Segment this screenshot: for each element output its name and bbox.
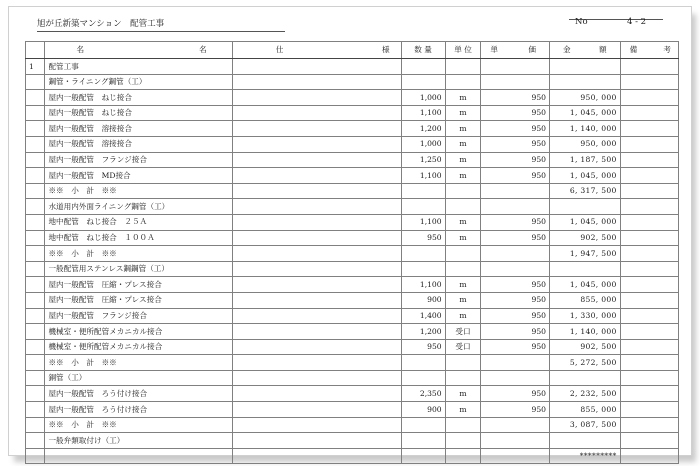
header-name	[45, 42, 232, 59]
row-spec-cell	[232, 199, 401, 215]
row-name-cell: ※※ 小 計 ※※	[45, 417, 232, 433]
estimate-table	[25, 41, 679, 464]
row-price-cell	[481, 355, 550, 371]
header-spec-right: 様	[382, 45, 390, 55]
row-spec-cell	[232, 59, 401, 75]
row-name-cell: 屋内一般配管 MD接合	[45, 168, 232, 184]
row-price-cell: 950	[481, 324, 550, 340]
project-title: 旭が丘新築マンション 配管工事	[37, 17, 285, 32]
row-unit-cell: m	[445, 105, 481, 121]
row-spec-cell	[232, 292, 401, 308]
table-row	[26, 168, 679, 184]
header-spec-left: 仕	[275, 45, 284, 55]
table-row	[26, 199, 679, 215]
row-no-cell	[26, 183, 45, 199]
row-qty-cell: 1,400	[401, 308, 445, 324]
row-qty-cell	[401, 370, 445, 386]
row-amount-cell: 902, 500	[549, 339, 620, 355]
row-unit-cell	[445, 433, 481, 449]
page-number: 4 - 2	[627, 17, 647, 27]
row-unit-cell: m	[445, 136, 481, 152]
row-no-cell	[26, 214, 45, 230]
header-spec	[232, 42, 401, 59]
row-note-cell	[620, 246, 678, 262]
row-spec-cell	[232, 402, 401, 418]
header-amount-left: 金	[562, 45, 571, 55]
row-qty-cell	[401, 417, 445, 433]
row-unit-cell: m	[445, 230, 481, 246]
row-amount-cell: 950, 000	[549, 90, 620, 106]
table-row	[26, 230, 679, 246]
row-amount-cell: 1, 045, 000	[549, 277, 620, 293]
table-row	[26, 308, 679, 324]
row-price-cell: 950	[481, 152, 550, 168]
row-name-cell: 屋内一般配管 フランジ接合	[45, 152, 232, 168]
row-amount-cell: 3, 087, 500	[549, 417, 620, 433]
table-row	[26, 183, 679, 199]
row-note-cell	[620, 292, 678, 308]
row-spec-cell	[232, 136, 401, 152]
row-qty-cell	[401, 199, 445, 215]
row-name-cell: 屋内一般配管 ねじ接合	[45, 105, 232, 121]
header-price	[481, 42, 550, 59]
row-qty-cell: 1,100	[401, 105, 445, 121]
row-name-cell: 屋内一般配管 圧縮・プレス接合	[45, 292, 232, 308]
row-note-cell	[620, 261, 678, 277]
row-spec-cell	[232, 230, 401, 246]
row-no-cell	[26, 355, 45, 371]
row-unit-cell: m	[445, 90, 481, 106]
row-price-cell	[481, 370, 550, 386]
row-unit-cell	[445, 355, 481, 371]
header-name-right: 名	[199, 45, 207, 55]
row-name-cell: 鋼管・ライニング鋼管（工）	[45, 74, 232, 90]
header-note-right: 考	[663, 45, 671, 55]
row-price-cell	[481, 199, 550, 215]
row-amount-cell	[549, 199, 620, 215]
table-row	[26, 246, 679, 262]
row-note-cell	[620, 183, 678, 199]
row-price-cell: 950	[481, 402, 550, 418]
row-no-cell: 1	[26, 59, 45, 75]
row-no-cell	[26, 448, 45, 464]
row-no-cell	[26, 246, 45, 262]
row-name-cell: 屋内一般配管 溶接接合	[45, 121, 232, 137]
row-price-cell	[481, 417, 550, 433]
row-spec-cell	[232, 183, 401, 199]
row-unit-cell: m	[445, 214, 481, 230]
table-row	[26, 136, 679, 152]
estimate-sheet	[8, 6, 692, 461]
header-no	[26, 42, 45, 59]
table-row	[26, 433, 679, 449]
row-price-cell: 950	[481, 136, 550, 152]
row-amount-cell	[549, 74, 620, 90]
table-row	[26, 261, 679, 277]
row-amount-cell: 5, 272, 500	[549, 355, 620, 371]
table-row	[26, 90, 679, 106]
row-unit-cell	[445, 59, 481, 75]
row-spec-cell	[232, 386, 401, 402]
row-price-cell	[481, 246, 550, 262]
row-qty-cell	[401, 261, 445, 277]
row-amount-cell: 6, 317, 500	[549, 183, 620, 199]
row-name-cell	[45, 448, 232, 464]
row-note-cell	[620, 339, 678, 355]
row-qty-cell	[401, 59, 445, 75]
row-note-cell	[620, 417, 678, 433]
header-price-left: 単	[490, 45, 499, 55]
row-name-cell: 地中配管 ねじ接合 ２５Ａ	[45, 214, 232, 230]
row-amount-cell: 902, 500	[549, 230, 620, 246]
row-price-cell: 950	[481, 168, 550, 184]
row-note-cell	[620, 402, 678, 418]
row-qty-cell: 950	[401, 230, 445, 246]
row-amount-cell	[549, 433, 620, 449]
row-note-cell	[620, 59, 678, 75]
row-no-cell	[26, 308, 45, 324]
row-no-cell	[26, 417, 45, 433]
row-amount-cell: 2, 232, 500	[549, 386, 620, 402]
row-amount-cell: 1, 947, 500	[549, 246, 620, 262]
row-price-cell	[481, 59, 550, 75]
row-name-cell: 屋内一般配管 圧縮・プレス接合	[45, 277, 232, 293]
row-unit-cell: m	[445, 277, 481, 293]
row-qty-cell: 1,000	[401, 90, 445, 106]
row-unit-cell	[445, 261, 481, 277]
row-no-cell	[26, 402, 45, 418]
row-price-cell: 950	[481, 308, 550, 324]
row-no-cell	[26, 324, 45, 340]
row-spec-cell	[232, 90, 401, 106]
row-unit-cell: 受口	[445, 324, 481, 340]
row-amount-cell	[549, 59, 620, 75]
row-note-cell	[620, 355, 678, 371]
row-name-cell: 水道用内外面ライニング鋼管（工）	[45, 199, 232, 215]
table-row	[26, 324, 679, 340]
row-qty-cell: 1,100	[401, 277, 445, 293]
row-amount-cell: 1, 045, 000	[549, 105, 620, 121]
row-no-cell	[26, 261, 45, 277]
row-spec-cell	[232, 277, 401, 293]
row-qty-cell: 1,200	[401, 324, 445, 340]
row-amount-cell: 1, 330, 000	[549, 308, 620, 324]
row-amount-cell: 950, 000	[549, 136, 620, 152]
table-row	[26, 370, 679, 386]
header-note	[620, 42, 678, 59]
header-price-right: 価	[528, 45, 536, 55]
row-price-cell	[481, 433, 550, 449]
row-name-cell: 屋内一般配管 フランジ接合	[45, 308, 232, 324]
row-unit-cell	[445, 246, 481, 262]
table-row	[26, 105, 679, 121]
row-name-cell: 屋内一般配管 ろう付け接合	[45, 386, 232, 402]
row-unit-cell	[445, 199, 481, 215]
row-name-cell: 屋内一般配管 ろう付け接合	[45, 402, 232, 418]
row-spec-cell	[232, 355, 401, 371]
row-qty-cell: 1,200	[401, 121, 445, 137]
table-header-row	[26, 42, 679, 59]
row-unit-cell: m	[445, 152, 481, 168]
row-price-cell: 950	[481, 121, 550, 137]
row-unit-cell	[445, 183, 481, 199]
row-no-cell	[26, 386, 45, 402]
row-name-cell: ※※ 小 計 ※※	[45, 183, 232, 199]
table-row	[26, 277, 679, 293]
row-price-cell	[481, 448, 550, 464]
row-note-cell	[620, 370, 678, 386]
row-no-cell	[26, 230, 45, 246]
row-note-cell	[620, 121, 678, 137]
row-note-cell	[620, 433, 678, 449]
row-name-cell: 機械室・便所配管メカニカル接合	[45, 324, 232, 340]
header-unit: 単 位	[445, 42, 481, 59]
row-qty-cell: 2,350	[401, 386, 445, 402]
row-price-cell: 950	[481, 214, 550, 230]
row-price-cell: 950	[481, 386, 550, 402]
row-qty-cell: 900	[401, 292, 445, 308]
row-no-cell	[26, 199, 45, 215]
table-row	[26, 214, 679, 230]
row-amount-cell	[549, 261, 620, 277]
row-spec-cell	[232, 168, 401, 184]
row-price-cell	[481, 74, 550, 90]
row-spec-cell	[232, 417, 401, 433]
row-note-cell	[620, 105, 678, 121]
table-row	[26, 355, 679, 371]
row-spec-cell	[232, 121, 401, 137]
row-no-cell	[26, 433, 45, 449]
row-spec-cell	[232, 246, 401, 262]
row-spec-cell	[232, 324, 401, 340]
row-note-cell	[620, 90, 678, 106]
row-spec-cell	[232, 308, 401, 324]
row-no-cell	[26, 152, 45, 168]
row-price-cell: 950	[481, 277, 550, 293]
row-name-cell: 一般弁類取付け（工）	[45, 433, 232, 449]
row-unit-cell: m	[445, 402, 481, 418]
row-unit-cell: m	[445, 386, 481, 402]
row-note-cell	[620, 277, 678, 293]
row-amount-cell	[549, 370, 620, 386]
table-row	[26, 448, 679, 464]
row-qty-cell	[401, 246, 445, 262]
row-name-cell: 一般配管用ステンレス鋼鋼管（工）	[45, 261, 232, 277]
row-spec-cell	[232, 448, 401, 464]
row-note-cell	[620, 152, 678, 168]
row-qty-cell	[401, 355, 445, 371]
row-note-cell	[620, 308, 678, 324]
row-unit-cell: m	[445, 168, 481, 184]
row-unit-cell: m	[445, 121, 481, 137]
row-spec-cell	[232, 261, 401, 277]
header-amount	[549, 42, 620, 59]
row-amount-cell: 855, 000	[549, 402, 620, 418]
table-row	[26, 121, 679, 137]
table-row	[26, 292, 679, 308]
row-note-cell	[620, 199, 678, 215]
row-no-cell	[26, 105, 45, 121]
header-qty: 数 量	[401, 42, 445, 59]
row-no-cell	[26, 168, 45, 184]
table-row	[26, 417, 679, 433]
page-label: No	[575, 17, 588, 27]
row-amount-cell: *********	[549, 448, 620, 464]
row-qty-cell: 1,100	[401, 214, 445, 230]
row-name-cell: 屋内一般配管 ねじ接合	[45, 90, 232, 106]
table-row	[26, 339, 679, 355]
row-spec-cell	[232, 370, 401, 386]
row-no-cell	[26, 370, 45, 386]
row-note-cell	[620, 230, 678, 246]
page-number-box	[569, 17, 663, 27]
row-qty-cell: 1,250	[401, 152, 445, 168]
row-price-cell: 950	[481, 90, 550, 106]
row-amount-cell: 1, 140, 000	[549, 324, 620, 340]
header-note-left: 備	[629, 45, 638, 55]
row-unit-cell	[445, 448, 481, 464]
header-name-left: 名	[76, 45, 85, 55]
row-note-cell	[620, 74, 678, 90]
row-note-cell	[620, 214, 678, 230]
row-qty-cell: 1,000	[401, 136, 445, 152]
row-qty-cell	[401, 74, 445, 90]
row-spec-cell	[232, 74, 401, 90]
row-price-cell	[481, 261, 550, 277]
row-no-cell	[26, 277, 45, 293]
row-unit-cell	[445, 370, 481, 386]
row-unit-cell: m	[445, 292, 481, 308]
header-amount-right: 額	[599, 45, 607, 55]
row-note-cell	[620, 168, 678, 184]
row-no-cell	[26, 121, 45, 137]
row-name-cell: 機械室・便所配管メカニカル接合	[45, 339, 232, 355]
row-price-cell	[481, 183, 550, 199]
row-amount-cell: 1, 140, 000	[549, 121, 620, 137]
row-price-cell: 950	[481, 105, 550, 121]
row-unit-cell: m	[445, 308, 481, 324]
row-name-cell: 配管工事	[45, 59, 232, 75]
row-qty-cell	[401, 433, 445, 449]
row-no-cell	[26, 90, 45, 106]
row-no-cell	[26, 339, 45, 355]
row-spec-cell	[232, 105, 401, 121]
row-no-cell	[26, 74, 45, 90]
row-note-cell	[620, 386, 678, 402]
row-amount-cell: 855, 000	[549, 292, 620, 308]
row-note-cell	[620, 324, 678, 340]
table-row	[26, 402, 679, 418]
row-note-cell	[620, 136, 678, 152]
row-unit-cell	[445, 417, 481, 433]
row-price-cell: 950	[481, 339, 550, 355]
table-body	[26, 59, 679, 464]
row-unit-cell	[445, 74, 481, 90]
row-spec-cell	[232, 214, 401, 230]
row-name-cell: 屋内一般配管 溶接接合	[45, 136, 232, 152]
row-amount-cell: 1, 045, 000	[549, 214, 620, 230]
row-note-cell	[620, 448, 678, 464]
row-name-cell: 地中配管 ねじ接合 １００Ａ	[45, 230, 232, 246]
row-qty-cell: 1,100	[401, 168, 445, 184]
row-no-cell	[26, 136, 45, 152]
table-row	[26, 386, 679, 402]
row-name-cell: 銅管（工）	[45, 370, 232, 386]
row-name-cell: ※※ 小 計 ※※	[45, 355, 232, 371]
row-qty-cell	[401, 183, 445, 199]
table-row	[26, 59, 679, 75]
row-amount-cell: 1, 045, 000	[549, 168, 620, 184]
table-row	[26, 152, 679, 168]
row-name-cell: ※※ 小 計 ※※	[45, 246, 232, 262]
row-qty-cell: 900	[401, 402, 445, 418]
row-spec-cell	[232, 339, 401, 355]
row-qty-cell	[401, 448, 445, 464]
row-amount-cell: 1, 187, 500	[549, 152, 620, 168]
row-spec-cell	[232, 152, 401, 168]
row-price-cell: 950	[481, 230, 550, 246]
row-price-cell: 950	[481, 292, 550, 308]
row-spec-cell	[232, 433, 401, 449]
row-no-cell	[26, 292, 45, 308]
row-unit-cell: 受口	[445, 339, 481, 355]
row-qty-cell: 950	[401, 339, 445, 355]
table-row	[26, 74, 679, 90]
